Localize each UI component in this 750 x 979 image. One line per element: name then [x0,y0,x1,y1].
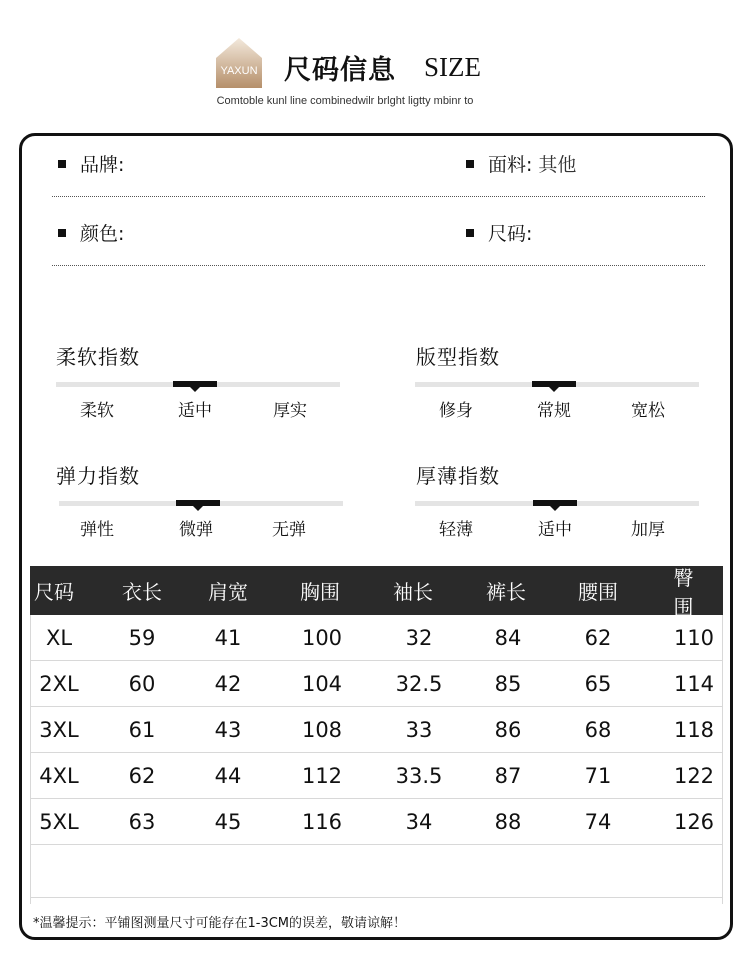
table-cell: 108 [301,717,343,742]
page-subtitle: Comtoble kunl line combinedwilr brlght ligtty mbinr to [216,95,474,107]
bullet-icon [58,160,66,168]
header-cell: 裤长 [486,580,526,604]
table-cell: 74 [584,809,612,834]
table-cell: 85 [494,671,522,696]
fit-indicator [532,381,576,387]
table-cell: 32.5 [395,671,443,696]
table-cell: 65 [584,671,612,696]
table-cell: 43 [214,717,242,742]
table-cell: 110 [673,625,715,650]
page-title-en: SIZE [424,52,481,82]
table-cell: 33.5 [395,763,443,788]
thickness-option: 加厚 [631,520,665,540]
fit-option: 常规 [537,401,571,421]
table-cell: 112 [301,763,343,788]
table-cell: 68 [584,717,612,742]
softness-indicator [173,381,217,387]
brand-label: 品牌: [80,154,125,176]
table-cell: 116 [301,809,343,834]
table-cell: 61 [128,717,156,742]
softness-option: 厚实 [273,401,307,421]
fabric-label: 面料: [488,154,533,176]
elasticity-option: 无弹 [272,520,306,540]
fabric-field [466,150,576,177]
divider [52,196,705,197]
table-cell: 60 [128,671,156,696]
thickness-indicator [533,500,577,506]
table-cell: 86 [494,717,522,742]
table-cell: 100 [301,625,343,650]
bullet-icon [466,229,474,237]
brand-field [58,150,130,177]
table-cell: 126 [673,809,715,834]
header-cell: 袖长 [393,580,433,604]
table-row [30,661,723,707]
header-cell: 胸围 [300,580,340,604]
fit-option: 修身 [439,401,473,421]
measurement-note: *温馨提示：平铺图测量尺寸可能存在1-3CM的误差，敬请谅解！ [33,916,407,931]
softness-option: 柔软 [80,401,114,421]
table-cell: 71 [584,763,612,788]
size-label: 尺码: [488,223,533,245]
house-logo-icon [216,38,262,88]
elasticity-option: 微弹 [179,520,213,540]
table-row [30,707,723,753]
header-cell: 尺码 [34,580,74,604]
header-cell: 衣长 [122,580,162,604]
elasticity-indicator [176,500,220,506]
table-cell: 84 [494,625,522,650]
table-cell: 87 [494,763,522,788]
bullet-icon [466,160,474,168]
brand-logo [216,38,262,88]
table-cell: 62 [584,625,612,650]
thickness-option: 适中 [538,520,572,540]
header-cell: 肩宽 [208,580,248,604]
table-cell: 59 [128,625,156,650]
color-field [58,219,130,246]
table-header [30,565,723,619]
table-cell: 41 [214,625,242,650]
size-field [466,219,538,246]
table-cell: 5XL [39,809,79,834]
color-label: 颜色: [80,223,125,245]
bullet-icon [58,229,66,237]
fabric-value: 其他 [538,154,577,176]
divider [52,265,705,266]
table-cell: 118 [673,717,715,742]
table-cell: 45 [214,809,242,834]
fit-option: 宽松 [631,401,665,421]
table-cell: 44 [214,763,242,788]
size-table [30,566,723,898]
thickness-index-title: 厚薄指数 [416,464,500,488]
table-cell: XL [45,625,73,650]
logo-text: YAXUN [220,65,258,77]
table-cell: 42 [214,671,242,696]
elasticity-option: 弹性 [80,520,114,540]
page-title-cn: 尺码信息 [284,55,396,86]
table-cell: 114 [673,671,715,696]
table-cell: 32 [405,625,433,650]
header-cell: 腰围 [578,580,618,604]
table-cell: 122 [673,763,715,788]
table-cell: 33 [405,717,433,742]
table-cell: 4XL [39,763,79,788]
softness-option: 适中 [178,401,212,421]
header-cell: 臀围 [673,565,694,619]
table-empty-row [30,845,723,898]
table-row [30,615,723,661]
softness-index-title: 柔软指数 [56,345,140,369]
table-row [30,753,723,799]
thickness-option: 轻薄 [439,520,473,540]
fit-index-title: 版型指数 [416,345,500,369]
elasticity-index-title: 弹力指数 [56,464,140,488]
table-cell: 63 [128,809,156,834]
table-cell: 88 [494,809,522,834]
table-cell: 104 [301,671,343,696]
table-cell: 3XL [39,717,79,742]
table-row [30,799,723,845]
table-cell: 34 [405,809,433,834]
table-cell: 2XL [39,671,79,696]
table-cell: 62 [128,763,156,788]
